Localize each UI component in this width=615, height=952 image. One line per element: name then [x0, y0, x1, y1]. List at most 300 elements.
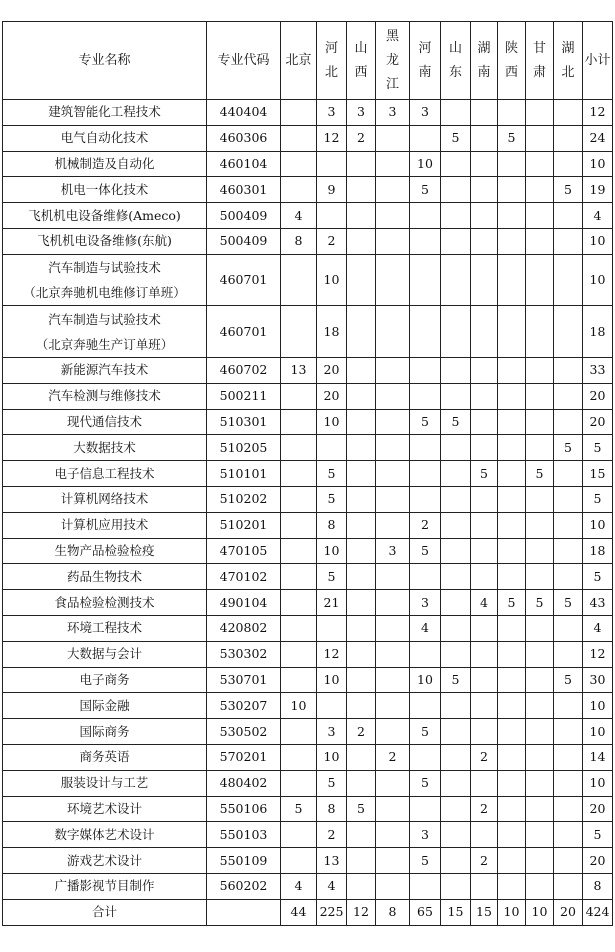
count-cell — [317, 151, 347, 177]
major-code-cell: 510202 — [207, 486, 281, 512]
table-row — [3, 590, 613, 616]
count-cell — [498, 822, 526, 848]
count-cell — [554, 151, 583, 177]
count-cell — [471, 383, 498, 409]
count-cell — [410, 486, 441, 512]
count-cell: 5 — [317, 486, 347, 512]
count-cell — [554, 100, 583, 126]
count-cell: 5 — [554, 435, 583, 461]
count-cell — [554, 538, 583, 564]
major-name-cell — [3, 590, 207, 616]
subtotal-cell: 24 — [583, 125, 613, 151]
table-row — [3, 435, 613, 461]
count-cell: 3 — [410, 590, 441, 616]
count-cell — [317, 435, 347, 461]
count-cell: 5 — [441, 667, 471, 693]
count-cell — [554, 409, 583, 435]
count-cell — [376, 486, 410, 512]
count-cell — [376, 512, 410, 538]
subtotal-cell: 10 — [583, 512, 613, 538]
count-cell — [554, 203, 583, 229]
count-cell — [554, 719, 583, 745]
count-cell: 8 — [281, 228, 317, 254]
count-cell: 5 — [526, 590, 554, 616]
table-row — [3, 357, 613, 383]
count-cell: 5 — [526, 461, 554, 487]
subtotal-cell: 10 — [583, 770, 613, 796]
major-name-cell — [3, 203, 207, 229]
header-shanxi: 山 西 — [347, 22, 376, 100]
count-cell — [498, 486, 526, 512]
major-name-line: 汽车制造与试验技术 — [48, 311, 161, 327]
subtotal-cell: 20 — [583, 848, 613, 874]
count-cell — [498, 461, 526, 487]
major-name-cell — [3, 461, 207, 487]
table-row — [3, 848, 613, 874]
count-cell — [441, 822, 471, 848]
count-cell — [471, 228, 498, 254]
count-cell — [317, 203, 347, 229]
subtotal-cell: 4 — [583, 615, 613, 641]
major-name-line: 建筑智能化工程技术 — [48, 104, 161, 120]
count-cell — [554, 357, 583, 383]
count-cell — [554, 822, 583, 848]
count-cell: 12 — [317, 125, 347, 151]
count-cell: 2 — [471, 796, 498, 822]
count-cell — [441, 435, 471, 461]
total-cell: 15 — [471, 899, 498, 925]
count-cell — [526, 796, 554, 822]
count-cell — [471, 151, 498, 177]
count-cell: 10 — [317, 667, 347, 693]
count-cell — [410, 796, 441, 822]
count-cell — [347, 641, 376, 667]
count-cell: 10 — [317, 254, 347, 306]
subtotal-cell: 12 — [583, 641, 613, 667]
count-cell — [410, 873, 441, 899]
count-cell — [526, 435, 554, 461]
count-cell — [498, 848, 526, 874]
count-cell: 9 — [317, 177, 347, 203]
count-cell — [441, 177, 471, 203]
subtotal-cell: 19 — [583, 177, 613, 203]
major-name-line: 机械制造及自动化 — [54, 155, 155, 171]
subtotal-cell: 8 — [583, 873, 613, 899]
count-cell: 18 — [317, 306, 347, 358]
count-cell: 2 — [410, 512, 441, 538]
major-name-line: 生物产品检验检疫 — [54, 542, 155, 558]
subtotal-cell: 10 — [583, 254, 613, 306]
count-cell: 2 — [471, 848, 498, 874]
count-cell — [471, 693, 498, 719]
count-cell — [498, 796, 526, 822]
count-cell — [376, 873, 410, 899]
total-cell: 12 — [347, 899, 376, 925]
major-name-cell — [3, 383, 207, 409]
count-cell — [498, 177, 526, 203]
count-cell — [526, 538, 554, 564]
major-name-line: 计算机应用技术 — [60, 517, 149, 533]
count-cell — [554, 486, 583, 512]
count-cell — [471, 254, 498, 306]
count-cell: 5 — [410, 409, 441, 435]
table-row — [3, 744, 613, 770]
major-name-line: 汽车检测与维修技术 — [48, 388, 161, 404]
count-cell — [281, 409, 317, 435]
count-cell: 4 — [410, 615, 441, 641]
count-cell — [471, 822, 498, 848]
total-label: 合计 — [3, 899, 207, 925]
table-row — [3, 203, 613, 229]
major-name-line: 国际金融 — [79, 697, 130, 713]
count-cell — [498, 254, 526, 306]
major-name-line: 服装设计与工艺 — [60, 775, 149, 791]
count-cell: 5 — [317, 770, 347, 796]
table-row — [3, 409, 613, 435]
major-name-line: 游戏艺术设计 — [66, 852, 142, 868]
major-name-line: （北京奔驰生产订单班） — [35, 336, 174, 352]
count-cell — [376, 254, 410, 306]
count-cell — [471, 100, 498, 126]
major-code-cell: 530207 — [207, 693, 281, 719]
count-cell — [347, 564, 376, 590]
count-cell — [376, 435, 410, 461]
count-cell — [498, 564, 526, 590]
count-cell — [281, 100, 317, 126]
major-name-line: 电子信息工程技术 — [54, 465, 155, 481]
count-cell — [471, 409, 498, 435]
table-row — [3, 383, 613, 409]
major-name-cell — [3, 357, 207, 383]
count-cell — [526, 409, 554, 435]
count-cell — [471, 125, 498, 151]
table-row — [3, 228, 613, 254]
major-code-cell: 510205 — [207, 435, 281, 461]
major-name-line: 药品生物技术 — [66, 568, 142, 584]
total-cell: 65 — [410, 899, 441, 925]
count-cell — [347, 435, 376, 461]
header-heilongjiang: 黑 龙 江 — [376, 22, 410, 100]
count-cell — [526, 228, 554, 254]
count-cell: 4 — [281, 203, 317, 229]
count-cell — [376, 693, 410, 719]
count-cell: 2 — [317, 228, 347, 254]
count-cell — [376, 151, 410, 177]
count-cell — [441, 203, 471, 229]
count-cell: 3 — [317, 100, 347, 126]
count-cell — [441, 848, 471, 874]
count-cell — [347, 357, 376, 383]
count-cell — [410, 357, 441, 383]
table-row — [3, 667, 613, 693]
count-cell — [498, 383, 526, 409]
count-cell: 5 — [410, 538, 441, 564]
count-cell — [471, 615, 498, 641]
count-cell — [347, 693, 376, 719]
major-name-cell — [3, 744, 207, 770]
count-cell — [498, 409, 526, 435]
count-cell: 3 — [410, 822, 441, 848]
subtotal-cell: 10 — [583, 719, 613, 745]
count-cell — [376, 357, 410, 383]
count-cell — [498, 228, 526, 254]
header-gansu: 甘 肃 — [526, 22, 554, 100]
count-cell — [526, 125, 554, 151]
count-cell — [554, 641, 583, 667]
count-cell — [554, 564, 583, 590]
count-cell — [526, 744, 554, 770]
count-cell — [347, 306, 376, 358]
major-name-line: 广播影视节目制作 — [54, 878, 155, 894]
count-cell — [471, 486, 498, 512]
count-cell: 13 — [317, 848, 347, 874]
count-cell — [410, 125, 441, 151]
major-code-cell: 530502 — [207, 719, 281, 745]
count-cell — [526, 486, 554, 512]
count-cell — [471, 770, 498, 796]
total-cell: 225 — [317, 899, 347, 925]
count-cell — [498, 100, 526, 126]
table-row — [3, 796, 613, 822]
count-cell: 5 — [441, 409, 471, 435]
total-cell: 10 — [526, 899, 554, 925]
major-code-cell: 550103 — [207, 822, 281, 848]
count-cell — [376, 590, 410, 616]
major-code-cell: 440404 — [207, 100, 281, 126]
subtotal-cell: 43 — [583, 590, 613, 616]
total-cell: 10 — [498, 899, 526, 925]
count-cell — [554, 796, 583, 822]
count-cell — [526, 306, 554, 358]
count-cell: 4 — [281, 873, 317, 899]
count-cell — [281, 254, 317, 306]
count-cell: 5 — [441, 125, 471, 151]
count-cell — [441, 100, 471, 126]
major-name-cell — [3, 125, 207, 151]
count-cell — [441, 383, 471, 409]
table-row — [3, 151, 613, 177]
major-code-cell: 500409 — [207, 228, 281, 254]
count-cell — [526, 873, 554, 899]
subtotal-cell: 10 — [583, 693, 613, 719]
count-cell — [376, 461, 410, 487]
table-row — [3, 100, 613, 126]
count-cell — [441, 254, 471, 306]
count-cell — [526, 693, 554, 719]
count-cell — [554, 461, 583, 487]
count-cell — [441, 357, 471, 383]
table-row — [3, 461, 613, 487]
subtotal-cell: 18 — [583, 538, 613, 564]
count-cell — [376, 306, 410, 358]
count-cell — [554, 615, 583, 641]
subtotal-cell: 30 — [583, 667, 613, 693]
major-name-line: 大数据技术 — [73, 439, 136, 455]
count-cell — [347, 486, 376, 512]
major-name-cell — [3, 564, 207, 590]
count-cell: 8 — [317, 512, 347, 538]
count-cell — [281, 435, 317, 461]
count-cell — [376, 667, 410, 693]
count-cell — [498, 770, 526, 796]
count-cell — [526, 203, 554, 229]
major-code-cell: 480402 — [207, 770, 281, 796]
count-cell: 3 — [347, 100, 376, 126]
count-cell — [441, 151, 471, 177]
count-cell — [441, 461, 471, 487]
count-cell: 10 — [410, 667, 441, 693]
count-cell — [410, 254, 441, 306]
count-cell — [281, 770, 317, 796]
count-cell — [498, 435, 526, 461]
major-code-cell: 510201 — [207, 512, 281, 538]
count-cell — [347, 770, 376, 796]
count-cell — [471, 538, 498, 564]
count-cell — [376, 770, 410, 796]
count-cell: 2 — [347, 125, 376, 151]
count-cell — [471, 667, 498, 693]
count-cell — [347, 512, 376, 538]
count-cell — [281, 177, 317, 203]
major-name-line: 机电一体化技术 — [60, 181, 149, 197]
count-cell — [347, 667, 376, 693]
header-beijing: 北京 — [281, 22, 317, 100]
header-hebei: 河 北 — [317, 22, 347, 100]
count-cell — [281, 744, 317, 770]
major-code-cell: 550106 — [207, 796, 281, 822]
count-cell — [347, 590, 376, 616]
subtotal-cell: 5 — [583, 435, 613, 461]
count-cell: 21 — [317, 590, 347, 616]
count-cell: 5 — [554, 177, 583, 203]
major-code-cell: 460301 — [207, 177, 281, 203]
count-cell — [441, 512, 471, 538]
count-cell: 10 — [317, 744, 347, 770]
header-hubei: 湖 北 — [554, 22, 583, 100]
count-cell — [281, 564, 317, 590]
count-cell — [347, 409, 376, 435]
count-cell: 10 — [317, 538, 347, 564]
total-cell: 20 — [554, 899, 583, 925]
count-cell: 8 — [317, 796, 347, 822]
major-name-cell — [3, 873, 207, 899]
count-cell — [376, 822, 410, 848]
count-cell — [441, 564, 471, 590]
count-cell — [526, 719, 554, 745]
major-name-cell — [3, 435, 207, 461]
count-cell — [410, 744, 441, 770]
count-cell: 5 — [410, 770, 441, 796]
major-name-line: 汽车制造与试验技术 — [48, 260, 161, 276]
major-code-cell: 570201 — [207, 744, 281, 770]
count-cell — [347, 254, 376, 306]
table-row — [3, 873, 613, 899]
count-cell — [526, 512, 554, 538]
subtotal-cell: 10 — [583, 151, 613, 177]
count-cell — [441, 538, 471, 564]
count-cell — [410, 564, 441, 590]
table-row — [3, 306, 613, 358]
count-cell — [498, 151, 526, 177]
count-cell: 5 — [410, 848, 441, 874]
major-name-line: 现代通信技术 — [66, 413, 142, 429]
count-cell — [410, 203, 441, 229]
total-row — [3, 899, 613, 925]
major-code-cell: 560202 — [207, 873, 281, 899]
count-cell — [554, 744, 583, 770]
count-cell — [376, 125, 410, 151]
major-code-cell: 490104 — [207, 590, 281, 616]
major-code-cell: 500211 — [207, 383, 281, 409]
table-row — [3, 512, 613, 538]
count-cell — [376, 228, 410, 254]
count-cell — [498, 538, 526, 564]
major-name-cell — [3, 538, 207, 564]
table-row — [3, 693, 613, 719]
table-row — [3, 770, 613, 796]
count-cell — [498, 641, 526, 667]
count-cell — [526, 770, 554, 796]
major-name-line: 环境艺术设计 — [66, 800, 142, 816]
count-cell — [376, 641, 410, 667]
count-cell — [441, 693, 471, 719]
header-hunan: 湖 南 — [471, 22, 498, 100]
count-cell — [281, 590, 317, 616]
count-cell — [441, 744, 471, 770]
count-cell — [281, 615, 317, 641]
major-name-line: （北京奔驰机电维修订单班） — [23, 285, 186, 301]
header-henan: 河 南 — [410, 22, 441, 100]
count-cell: 3 — [410, 100, 441, 126]
major-code-cell: 530302 — [207, 641, 281, 667]
table-row — [3, 538, 613, 564]
major-name-cell — [3, 770, 207, 796]
count-cell: 4 — [317, 873, 347, 899]
count-cell: 5 — [554, 590, 583, 616]
major-name-cell — [3, 306, 207, 358]
count-cell: 4 — [471, 590, 498, 616]
table-row — [3, 486, 613, 512]
count-cell — [347, 822, 376, 848]
count-cell — [376, 203, 410, 229]
count-cell — [347, 461, 376, 487]
count-cell: 5 — [410, 177, 441, 203]
major-name-cell — [3, 151, 207, 177]
count-cell: 12 — [317, 641, 347, 667]
count-cell — [554, 125, 583, 151]
header-row — [3, 22, 613, 100]
count-cell — [526, 151, 554, 177]
count-cell: 2 — [376, 744, 410, 770]
count-cell — [281, 486, 317, 512]
major-code-cell: 460104 — [207, 151, 281, 177]
count-cell — [281, 151, 317, 177]
count-cell — [441, 770, 471, 796]
count-cell — [471, 641, 498, 667]
major-code-cell: 500409 — [207, 203, 281, 229]
total-cell: 15 — [441, 899, 471, 925]
count-cell — [347, 383, 376, 409]
count-cell: 3 — [317, 719, 347, 745]
count-cell — [471, 306, 498, 358]
count-cell — [441, 796, 471, 822]
count-cell — [441, 641, 471, 667]
count-cell — [281, 848, 317, 874]
count-cell — [281, 719, 317, 745]
count-cell — [526, 564, 554, 590]
count-cell — [347, 228, 376, 254]
count-cell — [471, 203, 498, 229]
